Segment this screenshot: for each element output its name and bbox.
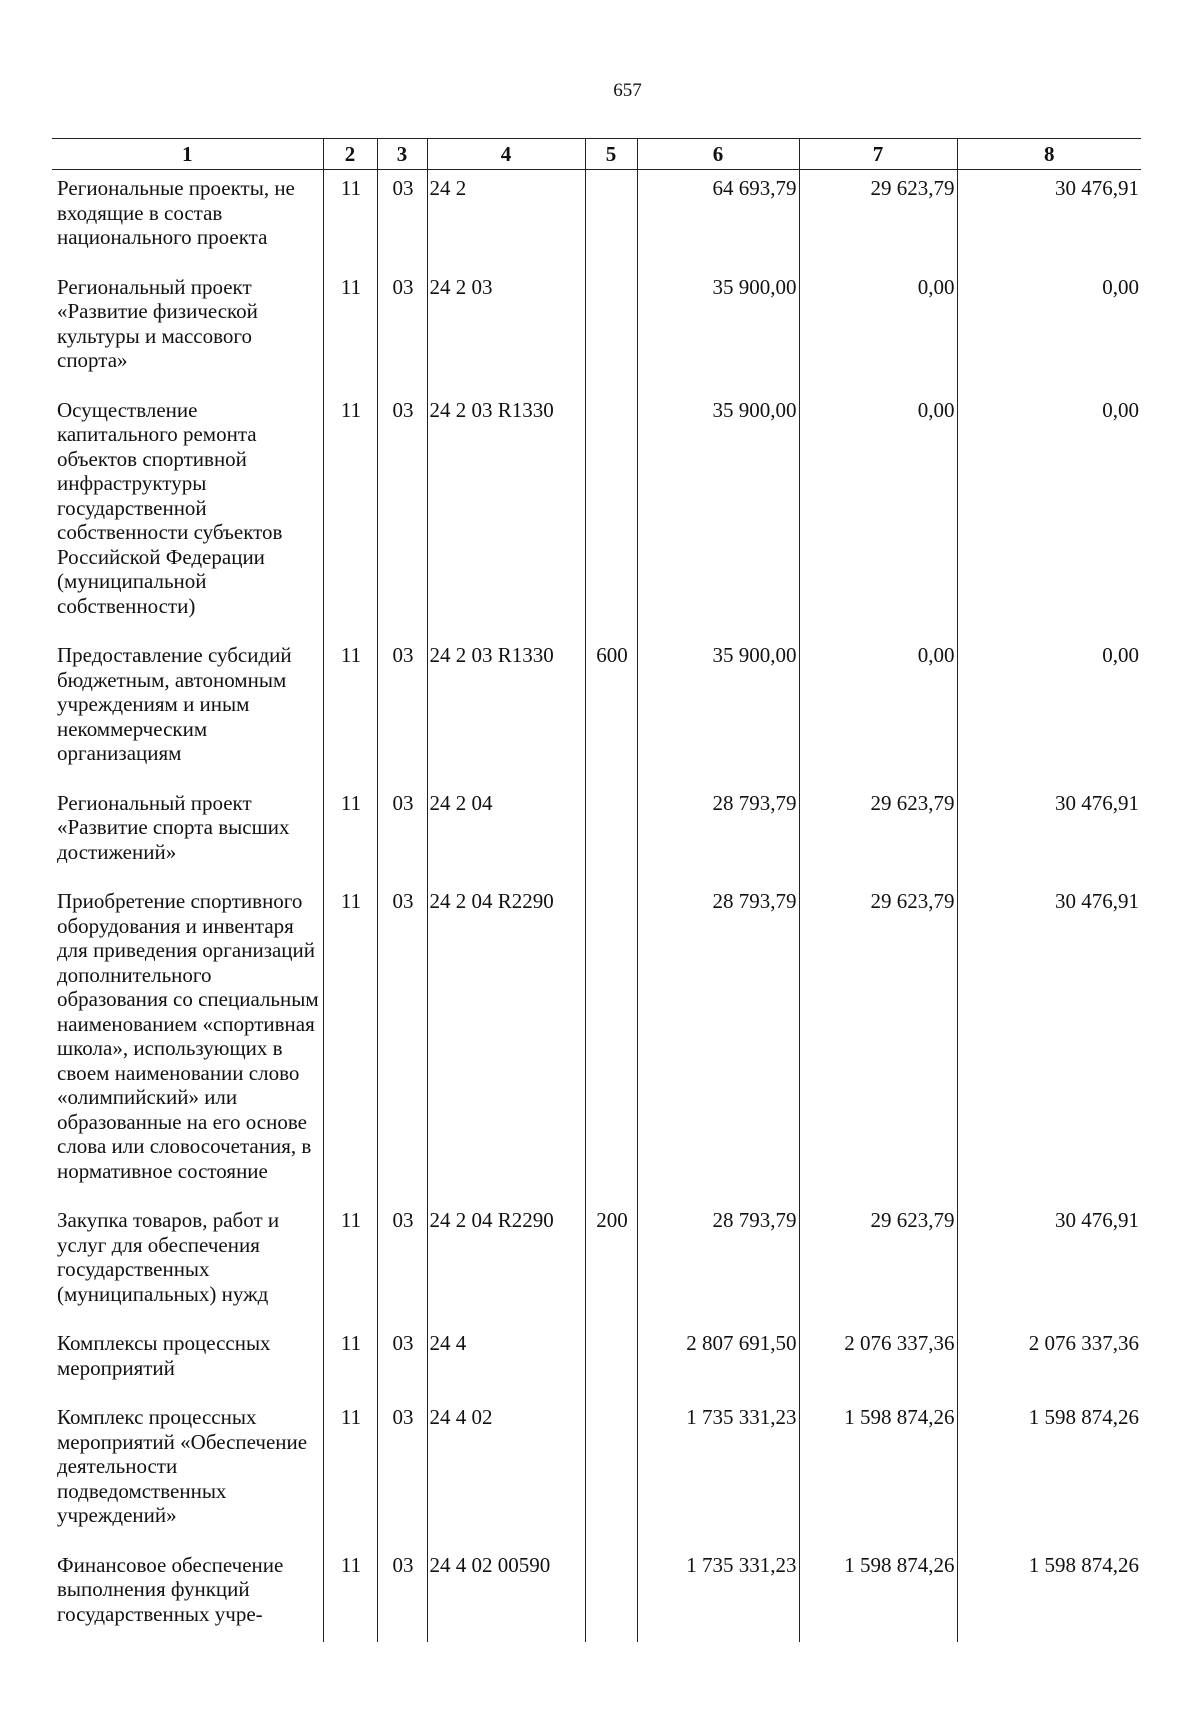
section-code-cell: 11 bbox=[323, 392, 377, 638]
amount-col8-cell: 0,00 bbox=[957, 392, 1141, 638]
table-row bbox=[52, 1325, 1141, 1399]
table-body bbox=[52, 170, 1141, 1643]
amount-col7-cell: 1 598 874,26 bbox=[799, 1547, 957, 1643]
subsection-code-cell: 03 bbox=[377, 1202, 427, 1325]
amount-col6-cell: 64 693,79 bbox=[637, 170, 799, 269]
subsection-code-cell: 03 bbox=[377, 637, 427, 785]
amount-col6-cell: 1 735 331,23 bbox=[637, 1547, 799, 1643]
subsection-code-cell: 03 bbox=[377, 883, 427, 1202]
amount-col6-cell: 2 807 691,50 bbox=[637, 1325, 799, 1399]
amount-col7-cell: 29 623,79 bbox=[799, 785, 957, 884]
table-row bbox=[52, 392, 1141, 638]
expense-type-cell: 200 bbox=[585, 1202, 637, 1325]
table-row bbox=[52, 269, 1141, 392]
row-name-cell: Региональный проект «Развитие спорта высших достижений» bbox=[52, 785, 323, 884]
target-article-cell: 24 2 04 R2290 bbox=[427, 883, 585, 1202]
row-name-cell: Региональные проекты, не входящие в состав национального проекта bbox=[52, 170, 323, 269]
target-article-cell: 24 2 03 R1330 bbox=[427, 392, 585, 638]
row-name-cell: Финансовое обеспечение выполнения функций государственных учре- bbox=[52, 1547, 323, 1643]
amount-col6-cell: 28 793,79 bbox=[637, 1202, 799, 1325]
amount-col7-cell: 0,00 bbox=[799, 269, 957, 392]
page-number: 657 bbox=[613, 80, 642, 101]
amount-col7-cell: 1 598 874,26 bbox=[799, 1399, 957, 1547]
amount-col8-cell: 0,00 bbox=[957, 637, 1141, 785]
target-article-cell: 24 2 04 bbox=[427, 785, 585, 884]
amount-col8-cell: 30 476,91 bbox=[957, 883, 1141, 1202]
subsection-code-cell: 03 bbox=[377, 785, 427, 884]
expense-type-cell bbox=[585, 883, 637, 1202]
table-row bbox=[52, 883, 1141, 1202]
amount-col8-cell: 1 598 874,26 bbox=[957, 1399, 1141, 1547]
column-header-2: 2 bbox=[323, 139, 377, 170]
table-row bbox=[52, 1202, 1141, 1325]
header-row bbox=[52, 139, 1141, 170]
section-code-cell: 11 bbox=[323, 883, 377, 1202]
table-row bbox=[52, 1547, 1141, 1643]
amount-col6-cell: 28 793,79 bbox=[637, 785, 799, 884]
expense-type-cell bbox=[585, 785, 637, 884]
row-name-cell: Осуществление капитального ремонта объектов спортивной инфраструктуры государственной собственности субъектов Российской Федерации (муниципальной собственности) bbox=[52, 392, 323, 638]
column-header-6: 6 bbox=[637, 139, 799, 170]
expense-type-cell bbox=[585, 1399, 637, 1547]
subsection-code-cell: 03 bbox=[377, 1547, 427, 1643]
amount-col6-cell: 35 900,00 bbox=[637, 392, 799, 638]
row-name-cell: Приобретение спортивного оборудования и инвентаря для приведения организаций дополнительного образования со специальным наименованием «спортивная школа», использующих в своем наименовании слово «олимпийский» или образованные на его основе слова или словосочетания, в нормативное состояние bbox=[52, 883, 323, 1202]
amount-col7-cell: 29 623,79 bbox=[799, 1202, 957, 1325]
amount-col6-cell: 35 900,00 bbox=[637, 269, 799, 392]
expense-type-cell bbox=[585, 170, 637, 269]
amount-col8-cell: 0,00 bbox=[957, 269, 1141, 392]
target-article-cell: 24 4 02 bbox=[427, 1399, 585, 1547]
section-code-cell: 11 bbox=[323, 170, 377, 269]
section-code-cell: 11 bbox=[323, 1202, 377, 1325]
row-name-cell: Региональный проект «Развитие физической культуры и массового спорта» bbox=[52, 269, 323, 392]
target-article-cell: 24 2 03 bbox=[427, 269, 585, 392]
row-name-cell: Закупка товаров, работ и услуг для обеспечения государственных (муниципальных) нужд bbox=[52, 1202, 323, 1325]
amount-col8-cell: 1 598 874,26 bbox=[957, 1547, 1141, 1643]
subsection-code-cell: 03 bbox=[377, 1399, 427, 1547]
target-article-cell: 24 4 bbox=[427, 1325, 585, 1399]
amount-col7-cell: 29 623,79 bbox=[799, 170, 957, 269]
section-code-cell: 11 bbox=[323, 1399, 377, 1547]
column-header-3: 3 bbox=[377, 139, 427, 170]
target-article-cell: 24 2 bbox=[427, 170, 585, 269]
table-header bbox=[52, 139, 1141, 170]
amount-col6-cell: 1 735 331,23 bbox=[637, 1399, 799, 1547]
table-row bbox=[52, 785, 1141, 884]
budget-table bbox=[52, 138, 1141, 1642]
amount-col7-cell: 0,00 bbox=[799, 637, 957, 785]
amount-col8-cell: 30 476,91 bbox=[957, 170, 1141, 269]
column-header-8: 8 bbox=[957, 139, 1141, 170]
column-header-5: 5 bbox=[585, 139, 637, 170]
expense-type-cell bbox=[585, 269, 637, 392]
section-code-cell: 11 bbox=[323, 1547, 377, 1643]
target-article-cell: 24 4 02 00590 bbox=[427, 1547, 585, 1643]
amount-col6-cell: 35 900,00 bbox=[637, 637, 799, 785]
section-code-cell: 11 bbox=[323, 785, 377, 884]
section-code-cell: 11 bbox=[323, 1325, 377, 1399]
row-name-cell: Комплексы процессных мероприятий bbox=[52, 1325, 323, 1399]
subsection-code-cell: 03 bbox=[377, 170, 427, 269]
amount-col7-cell: 0,00 bbox=[799, 392, 957, 638]
amount-col7-cell: 2 076 337,36 bbox=[799, 1325, 957, 1399]
expense-type-cell bbox=[585, 1325, 637, 1399]
section-code-cell: 11 bbox=[323, 637, 377, 785]
subsection-code-cell: 03 bbox=[377, 1325, 427, 1399]
table-row bbox=[52, 1399, 1141, 1547]
subsection-code-cell: 03 bbox=[377, 269, 427, 392]
target-article-cell: 24 2 04 R2290 bbox=[427, 1202, 585, 1325]
column-header-4: 4 bbox=[427, 139, 585, 170]
row-name-cell: Предоставление субсидий бюджетным, автономным учреждениям и иным некоммерческим организациям bbox=[52, 637, 323, 785]
amount-col8-cell: 2 076 337,36 bbox=[957, 1325, 1141, 1399]
target-article-cell: 24 2 03 R1330 bbox=[427, 637, 585, 785]
amount-col8-cell: 30 476,91 bbox=[957, 1202, 1141, 1325]
amount-col6-cell: 28 793,79 bbox=[637, 883, 799, 1202]
expense-type-cell bbox=[585, 1547, 637, 1643]
expense-type-cell: 600 bbox=[585, 637, 637, 785]
column-header-1: 1 bbox=[52, 139, 323, 170]
amount-col7-cell: 29 623,79 bbox=[799, 883, 957, 1202]
subsection-code-cell: 03 bbox=[377, 392, 427, 638]
table-row bbox=[52, 637, 1141, 785]
column-header-7: 7 bbox=[799, 139, 957, 170]
table-row bbox=[52, 170, 1141, 269]
row-name-cell: Комплекс процессных мероприятий «Обеспечение деятельности подведомственных учреждений» bbox=[52, 1399, 323, 1547]
amount-col8-cell: 30 476,91 bbox=[957, 785, 1141, 884]
expense-type-cell bbox=[585, 392, 637, 638]
section-code-cell: 11 bbox=[323, 269, 377, 392]
